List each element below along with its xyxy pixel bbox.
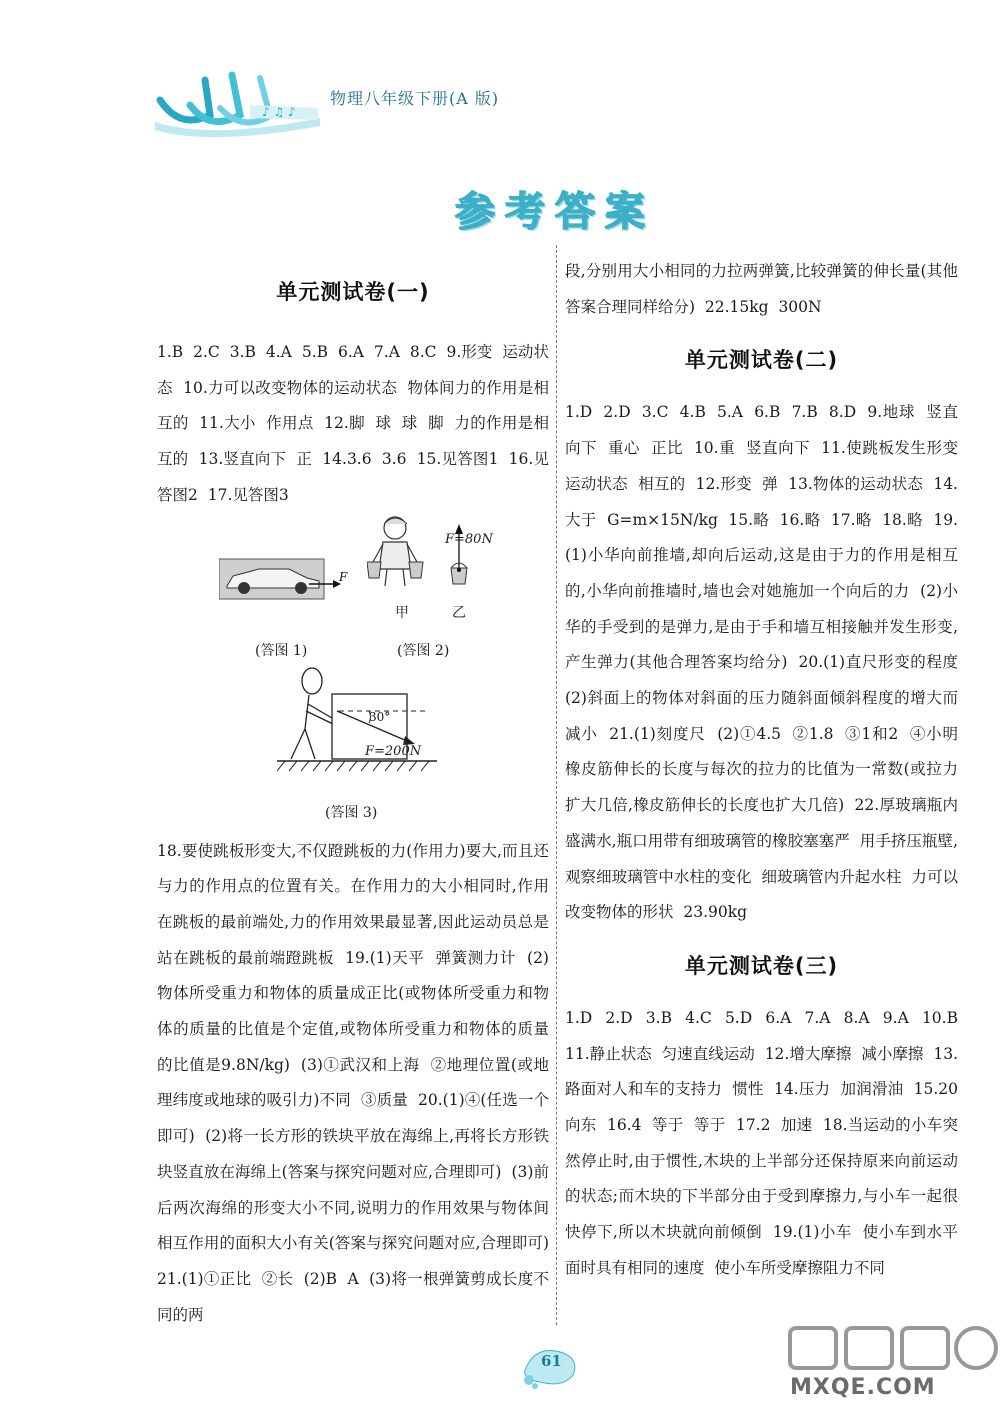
answer-figures	[157, 514, 549, 834]
answers-unit-1-continued: 段,分别用大小相同的力拉两弹簧,比较弹簧的伸长量(其他答案合理同样给分) 22.15kg 300N	[565, 262, 958, 316]
watermark-text: MXQE.COM	[790, 1375, 936, 1400]
car-figure	[219, 554, 349, 604]
page-title: 参考答案	[455, 189, 655, 235]
answers-unit-1-part-2: 18.要使跳板形变大,不仅蹬跳板的力(作用力)要大,而且还与力的作用点的位置有关。在作用力的大小相同时,作用在跳板的最前端处,力的作用效果最显著,因此运动员总是站在跳板的最前端蹬跳板 19.(1)天平 弹簧测力计 (2)物体所受重力和物体的质量成正比(或物体所受重力和物体的质量的比值是个定值,或物体所受重力和物体的质量的比值是9.8N/kg) (3)①武汉和上海 ②地理位置(或地理纬度或地球的吸引力)不同 ③质量 20.(1)④(任选一个即可) (2)将一长方形的铁块平放在海绵上,再将长方形铁块竖直放在海绵上(答案与探究问题对应,合理即可) (3)前后两次海绵的形变大小不同,说明力的作用效果与物体间相互作用的面积大小有关(答案与探究问题对应,合理即可) 21.(1)①正比 ②长 (2)B A (3)将一根弹簧剪成长度不同的两	[157, 841, 559, 1324]
svg-text:♪ ♫ ♪: ♪ ♫ ♪	[262, 105, 296, 119]
fig1-force-label: F	[339, 569, 348, 584]
answers-unit-1-part-1: 1.B 2.C 3.B 4.A 5.B 6.A 7.A 8.C 9.形变 运动状态 10.力可以改变物体的运动状态 物体间力的作用是相互的 11.大小 作用点 12.脚 球 球 脚 力的作用是相互的 13.竖直向下 正 14.3.6 3.6 15.见答图1 16.见答图2 17.见答图3	[157, 343, 549, 504]
fig3-angle-label: 30°	[369, 709, 391, 724]
book-title: 物理八年级下册(A 版)	[330, 89, 500, 108]
book-series-logo	[150, 60, 325, 140]
column-divider	[556, 245, 557, 1325]
fig3-force-label: F=200N	[365, 743, 422, 759]
left-column	[157, 335, 559, 1333]
answers-unit-3: 1.D 2.D 3.B 4.C 5.D 6.A 7.A 8.A 9.A 10.B 11.静止状态 匀速直线运动 12.增大摩擦 减小摩擦 13.路面对人和车的支持力 惯性 14.压力 加润滑油 15.20 向东 16.4 等于 等于 17.2 加速 18.当运动的小车突然停止时,由于惯性,木块的上半部分还保持原来向前运动的状态;而木块的下半部分由于受到摩擦力,与小车一起很快停下,所以木块就向前倾倒 19.(1)小车 使小车到水平面时具有相同的速度 使小车所受摩擦阻力不同	[565, 1008, 968, 1277]
section-heading-unit-test-2: 单元测试卷(二)	[684, 348, 839, 373]
answers-unit-2: 1.D 2.D 3.C 4.B 5.A 6.B 7.B 8.D 9.地球 竖直向下 重心 正比 10.重 竖直向下 11.使跳板发生形变 运动状态 相互的 12.形变 弹 13.物体的运动状态 14.大于 G=m×15N/kg 15.略 16.略 17.略 18.略 19.(1)小华向前推墙,却向后运动,这是由于力的作用是相互的,小华向前推墙时,墙也会对她施加一个向后的力 (2)小华的手受到的是弹力,是由于手和墙互相接触并发生形变,产生弹力(其他合理答案均给分) 20.(1)直尺形变的程度 (2)斜面上的物体对斜面的压力随斜面倾斜程度的增大而减小 21.(1)刻度尺 (2)①4.5 ②1.8 ③1和2 ④小明 橡皮筋伸长的长度与每次的拉力的比值为一常数(或拉力扩大几倍,橡皮筋伸长的长度也扩大几倍) 22.厚玻璃瓶内盛满水,瓶口用带有细玻璃管的橡胶塞塞严 用手挤压瓶壁,观察细玻璃管中水柱的变化 细玻璃管内升起水柱 力可以改变物体的形状 23.90kg	[565, 403, 968, 922]
fig2-label-b: 乙	[452, 604, 466, 621]
section-heading-unit-test-3: 单元测试卷(三)	[684, 953, 839, 978]
right-column	[565, 254, 968, 1287]
fig3-caption: (答图 3)	[325, 804, 378, 821]
fig2-label-a: 甲	[395, 604, 409, 621]
fig1-caption: (答图 1)	[255, 642, 308, 659]
page-number: 61	[541, 1352, 562, 1370]
section-heading-unit-test-1: 单元测试卷(一)	[276, 280, 430, 304]
fig2-caption: (答图 2)	[397, 642, 450, 659]
fig2-force-label: F=80N	[445, 531, 493, 547]
